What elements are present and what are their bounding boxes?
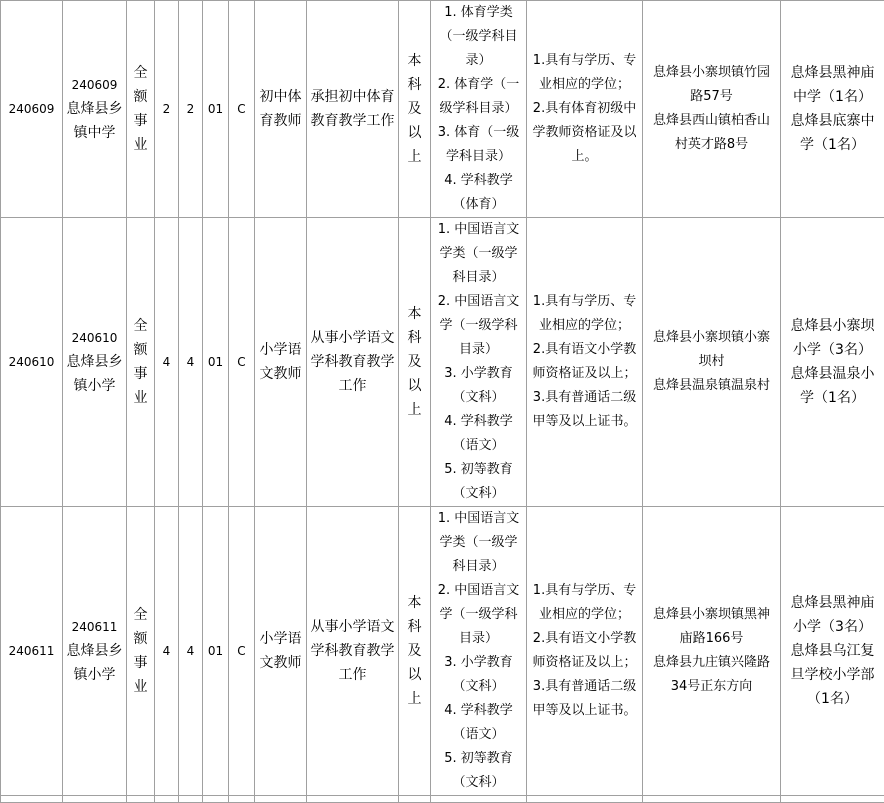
majors-cell: 1. 中国语言文 学类（一级学 科目录） 2. 中国语言文 学（一级学科 目录） 3. 小学教育 （文科） 4. 学科教学 （语文） 5. 初等教育 （文科） [431, 218, 527, 507]
unit-nature-cell: 全额事业 [127, 218, 155, 507]
address-cell: 息烽县小寨坝镇黑神 庙路166号 息烽县九庄镇兴隆路 34号正东方向 [643, 507, 781, 796]
position-code-cell: 01 [203, 1, 229, 218]
table-cell [527, 796, 643, 803]
conditions-cell: 1.具有与学历、专 业相应的学位； 2.具有体育初级中 学教师资格证及以 上。 [527, 1, 643, 218]
table-row [1, 218, 884, 507]
table-cell [127, 796, 155, 803]
duty-cell: 从事小学语文学科教育教学工作 [307, 507, 399, 796]
conditions-cell: 1.具有与学历、专 业相应的学位； 2.具有语文小学教 师资格证及以上； 3.具有普通话二级 甲等及以上证书。 [527, 218, 643, 507]
table-cell [1, 796, 63, 803]
table-cell [431, 796, 527, 803]
table-cell [203, 796, 229, 803]
unit-nature-cell: 全额事业 [127, 1, 155, 218]
duty-cell: 承担初中体育教育教学工作 [307, 1, 399, 218]
position-code-cell: 01 [203, 218, 229, 507]
table-cell [307, 796, 399, 803]
count-cell: 4 [155, 507, 179, 796]
schools-cell: 息烽县小寨坝 小学（3名） 息烽县温泉小 学（1名） [781, 218, 884, 507]
table-cell [63, 796, 127, 803]
unit-nature-cell: 全额事业 [127, 507, 155, 796]
count-cell: 4 [179, 507, 203, 796]
post-code-cell: 240610 [1, 218, 63, 507]
category-cell: C [229, 1, 255, 218]
address-cell: 息烽县小寨坝镇竹园 路57号 息烽县西山镇柏香山 村英才路8号 [643, 1, 781, 218]
duty-cell: 从事小学语文学科教育教学工作 [307, 218, 399, 507]
position-name-cell: 小学语文教师 [255, 507, 307, 796]
schools-cell: 息烽县黑神庙 中学（1名） 息烽县底寨中 学（1名） [781, 1, 884, 218]
unit-name-cell: 240610 息烽县乡 镇小学 [63, 218, 127, 507]
unit-name-cell: 240609 息烽县乡 镇中学 [63, 1, 127, 218]
majors-cell: 1. 中国语言文 学类（一级学 科目录） 2. 中国语言文 学（一级学科 目录） 3. 小学教育 （文科） 4. 学科教学 （语文） 5. 初等教育 （文科） [431, 507, 527, 796]
post-code-cell: 240609 [1, 1, 63, 218]
table-cell [399, 796, 431, 803]
table-cell [643, 796, 781, 803]
position-code-cell: 01 [203, 507, 229, 796]
count-cell: 4 [155, 218, 179, 507]
education-cell: 本科及以上 [399, 1, 431, 218]
table-row [1, 796, 884, 803]
count-cell: 4 [179, 218, 203, 507]
majors-cell: 1. 体育学类 （一级学科目 录） 2. 体育学（一 级学科目录） 3. 体育（一级 学科目录） 4. 学科教学 （体育） [431, 1, 527, 218]
post-code-cell: 240611 [1, 507, 63, 796]
category-cell: C [229, 218, 255, 507]
count-cell: 2 [179, 1, 203, 218]
category-cell: C [229, 507, 255, 796]
position-name-cell: 小学语文教师 [255, 218, 307, 507]
education-cell: 本科及以上 [399, 507, 431, 796]
schools-cell: 息烽县黑神庙 小学（3名） 息烽县乌江复 旦学校小学部 （1名） [781, 507, 884, 796]
table-cell [179, 796, 203, 803]
table-cell [155, 796, 179, 803]
unit-name-cell: 240611 息烽县乡 镇小学 [63, 507, 127, 796]
table-cell [781, 796, 884, 803]
education-cell: 本科及以上 [399, 218, 431, 507]
count-cell: 2 [155, 1, 179, 218]
table-row [1, 507, 884, 796]
conditions-cell: 1.具有与学历、专 业相应的学位； 2.具有语文小学教 师资格证及以上； 3.具有普通话二级 甲等及以上证书。 [527, 507, 643, 796]
address-cell: 息烽县小寨坝镇小寨 坝村 息烽县温泉镇温泉村 [643, 218, 781, 507]
table-cell [229, 796, 255, 803]
table-cell [255, 796, 307, 803]
position-name-cell: 初中体育教师 [255, 1, 307, 218]
table-row [1, 1, 884, 218]
